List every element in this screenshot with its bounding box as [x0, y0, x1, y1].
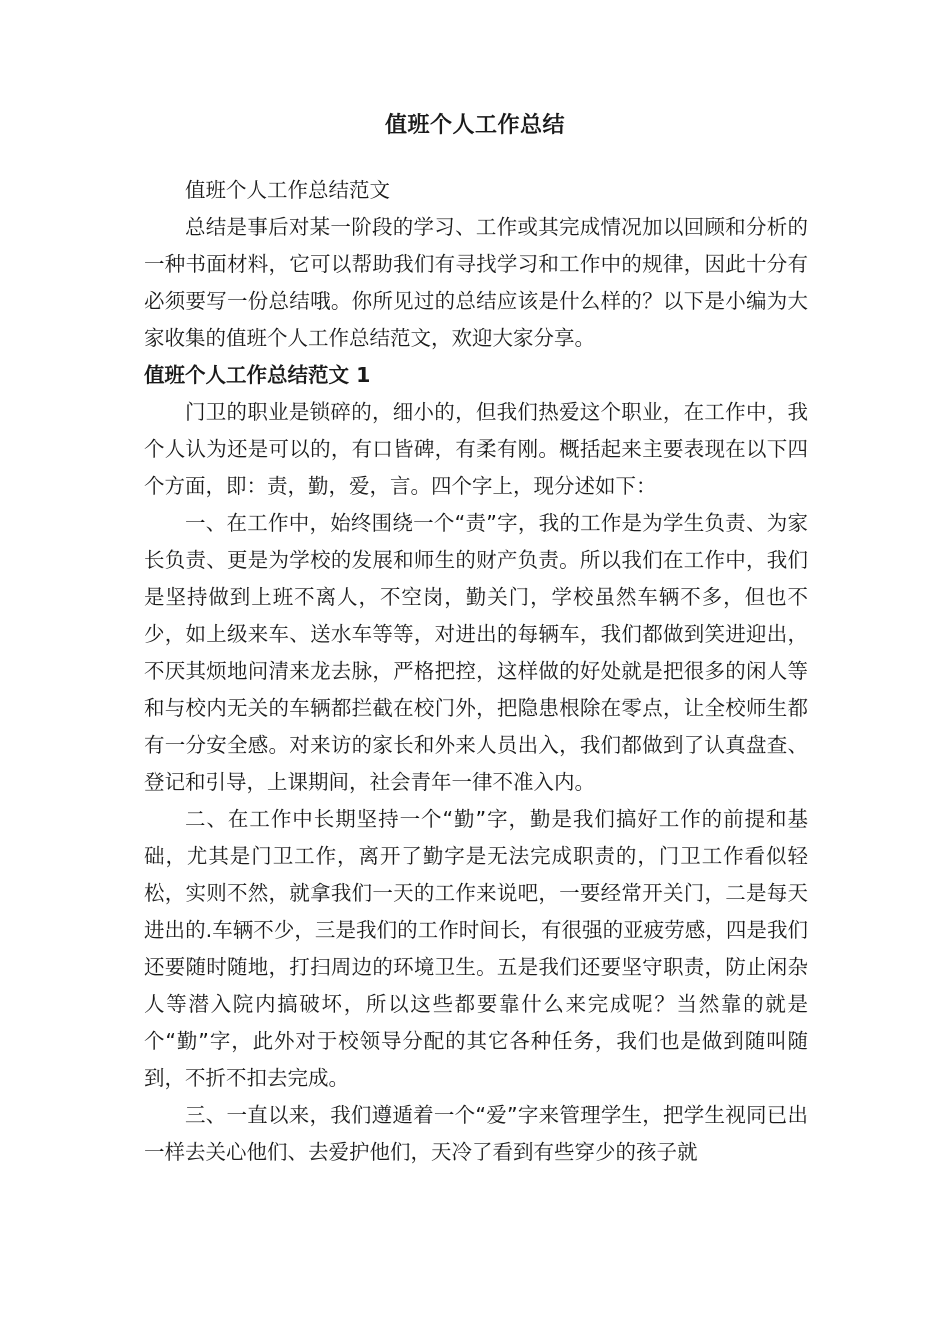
document-title: 值班个人工作总结: [384, 113, 565, 138]
section-heading: 值班个人工作总结范文 1: [144, 363, 371, 387]
body-paragraph: 二、在工作中长期坚持一个“勤”字，勤是我们搞好工作的前提和基础，尤其是门卫工作，离开了勤字是无法完成职责的，门卫工作看似轻松，实则不然，就拿我们一天的工作来说吧，一要经常开关门，二是每天进出的.车辆不少，三是我们的工作时间长，有很强的亚疲劳感，四是我们还要随时随地，打扫周边的环境卫生。五是我们还要坚守职责，防止闲杂人等潜入院内搞破坏，所以这些都要靠什么来完成呢？当然靠的就是个“勤”字，此外对于校领导分配的其它各种任务，我们也是做到随叫随到，不折不扣去完成。: [144, 807, 808, 1090]
body-paragraph: 门卫的职业是锁碎的，细小的，但我们热爱这个职业，在工作中，我个人认为还是可以的，有口皆碑，有柔有刚。概括起来主要表现在以下四个方面，即：责，勤，爱，言。四个字上，现分述如下：: [144, 400, 808, 498]
subtitle-paragraph: 值班个人工作总结范文: [185, 178, 390, 202]
body-paragraph: 一、在工作中，始终围绕一个“责”字，我的工作是为学生负责、为家长负责、更是为学校的发展和师生的财产负责。所以我们在工作中，我们是坚持做到上班不离人，不空岗，勤关门，学校虽然车辆不多，但也不少，如上级来车、送水车等等，对进出的每辆车，我们都做到笑进迎出，不厌其烦地问清来龙去脉，严格把控，这样做的好处就是把很多的闲人等和与校内无关的车辆都拦截在校门外，把隐患根除在零点，让全校师生都有一分安全感。对来访的家长和外来人员出入，我们都做到了认真盘查、登记和引导，上课期间，社会青年一律不准入内。: [144, 511, 808, 794]
intro-paragraph: 总结是事后对某一阶段的学习、工作或其完成情况加以回顾和分析的一种书面材料，它可以帮助我们有寻找学习和工作中的规律，因此十分有必须要写一份总结哦。你所见过的总结应该是什么样的？以下是小编为大家收集的值班个人工作总结范文，欢迎大家分享。: [144, 215, 808, 350]
body-paragraph: 三、一直以来，我们遵遁着一个“爱”字来管理学生，把学生视同已出一样去关心他们、去爱护他们，天冷了看到有些穿少的孩子就: [144, 1103, 808, 1164]
document-body: [144, 172, 808, 1171]
